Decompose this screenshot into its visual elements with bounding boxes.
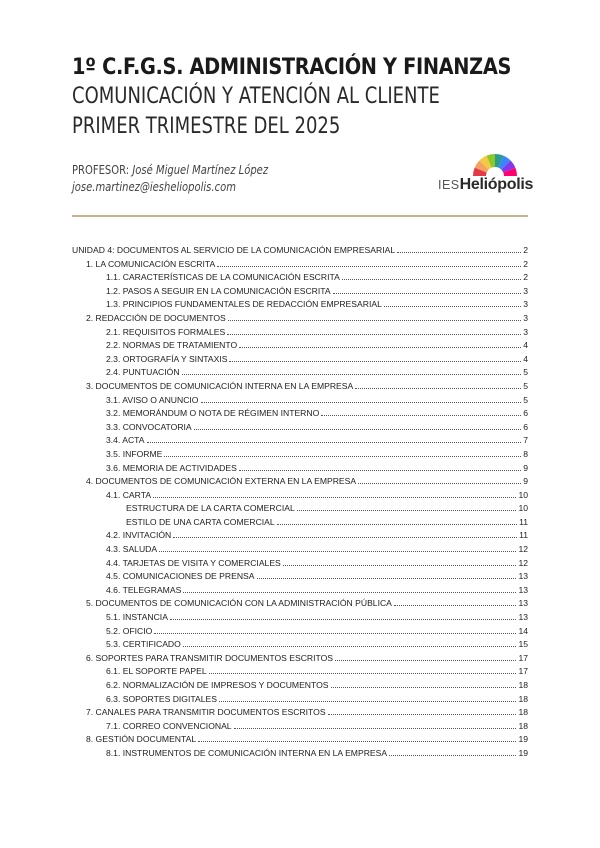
professor-email[interactable]: jose.martinez@iesheliopolis.com [72, 179, 236, 194]
toc-entry-title: ESTRUCTURA DE LA CARTA COMERCIAL [126, 503, 295, 514]
toc-leader-dots [297, 503, 517, 511]
toc-leader-dots [331, 680, 517, 688]
toc-entry[interactable] [72, 557, 528, 571]
toc-entry[interactable] [72, 462, 528, 476]
toc-entry[interactable] [72, 625, 528, 639]
toc-leader-dots [335, 653, 516, 661]
toc-leader-dots [397, 245, 521, 253]
toc-entry-title: 1.2. PASOS A SEGUIR EN LA COMUNICACIÓN ESCRITA [106, 285, 331, 296]
toc-leader-dots [333, 286, 522, 294]
toc-entry-page: 6 [523, 408, 528, 419]
toc-leader-dots [234, 721, 517, 729]
toc-entry-title: 6.3. SOPORTES DIGITALES [106, 693, 217, 704]
toc-entry[interactable] [72, 584, 528, 598]
toc-entry[interactable] [72, 733, 528, 747]
toc-entry-title: 3. DOCUMENTOS DE COMUNICACIÓN INTERNA EN LA EMPRESA [86, 380, 354, 391]
toc-entry-page: 13 [518, 598, 528, 609]
toc-entry-page: 12 [518, 557, 528, 568]
toc-entry-title: 3.5. INFORME [106, 448, 163, 459]
toc-entry-title: 4.2. INVITACIÓN [106, 530, 172, 541]
toc-entry-page: 18 [518, 680, 528, 690]
toc-entry-title: 5. DOCUMENTOS DE COMUNICACIÓN CON LA ADMINISTRACIÓN PÚBLICA [86, 598, 392, 609]
toc-leader-dots [257, 571, 517, 579]
toc-leader-dots [173, 530, 517, 538]
toc-leader-dots [394, 598, 517, 606]
toc-entry-title: ESTILO DE UNA CARTA COMERCIAL [126, 516, 275, 527]
toc-entry-page: 9 [523, 462, 528, 473]
toc-leader-dots [328, 707, 517, 715]
toc-entry-page: 12 [518, 544, 528, 555]
toc-entry[interactable] [72, 679, 528, 693]
toc-entry-page: 8 [523, 448, 528, 459]
toc-entry-title: 8.1. INSTRUMENTOS DE COMUNICACIÓN INTERNA EN LA EMPRESA [106, 747, 388, 758]
toc-entry-title: 2. REDACCIÓN DE DOCUMENTOS [86, 312, 226, 323]
module-title: COMUNICACIÓN Y ATENCIÓN AL CLIENTE [72, 83, 440, 109]
toc-entry-page: 3 [523, 312, 528, 323]
toc-entry[interactable] [72, 611, 528, 625]
toc-leader-dots [228, 313, 521, 321]
term-title: PRIMER TRIMESTRE DEL 2025 [72, 113, 341, 139]
toc-entry-page: 4 [523, 353, 528, 364]
toc-entry-title: 4. DOCUMENTOS DE COMUNICACIÓN EXTERNA EN LA EMPRESA [86, 476, 357, 487]
logo-prefix: IES [438, 178, 460, 192]
toc-leader-dots [183, 585, 516, 593]
toc-entry-title: 1. LA COMUNICACIÓN ESCRITA [86, 258, 216, 269]
toc-leader-dots [183, 639, 517, 647]
toc-entry-title: 3.1. AVISO O ANUNCIO [106, 394, 199, 405]
toc-leader-dots [153, 490, 516, 498]
document-header [72, 54, 532, 140]
toc-entry-page: 3 [523, 326, 528, 337]
toc-entry-title: 2.4. PUNTUACIÓN [106, 367, 180, 378]
toc-entry-page: 10 [518, 503, 528, 514]
toc-entry[interactable] [72, 285, 528, 299]
toc-leader-dots [164, 449, 521, 457]
professor-label: PROFESOR: [72, 162, 133, 177]
toc-entry[interactable] [72, 298, 528, 312]
toc-entry[interactable] [72, 434, 528, 448]
toc-leader-dots [229, 354, 521, 362]
toc-leader-dots [239, 340, 521, 348]
toc-entry-title: UNIDAD 4: DOCUMENTOS AL SERVICIO DE LA COMUNICACIÓN EMPRESARIAL [72, 245, 396, 255]
toc-entry-title: 7.1. CORREO CONVENCIONAL [106, 720, 232, 731]
toc-entry-page: 5 [523, 380, 528, 391]
toc-entry-title: 4.6. TELEGRAMAS [106, 584, 182, 595]
toc-entry[interactable] [72, 258, 528, 272]
toc-leader-dots [389, 748, 516, 756]
toc-entry[interactable] [72, 489, 528, 503]
toc-entry[interactable] [72, 394, 528, 408]
toc-entry-page: 10 [518, 489, 528, 500]
toc-entry[interactable] [72, 353, 528, 367]
toc-entry[interactable] [72, 543, 528, 557]
toc-leader-dots [283, 558, 517, 566]
toc-leader-dots [170, 612, 517, 620]
toc-entry[interactable] [72, 380, 528, 394]
toc-leader-dots [277, 517, 517, 525]
toc-entry-title: 3.2. MEMORÁNDUM O NOTA DE RÉGIMEN INTERNO [106, 408, 320, 419]
toc-leader-dots [321, 408, 521, 416]
toc-entry-page: 14 [518, 625, 528, 636]
toc-entry[interactable] [72, 638, 528, 652]
professor-line [72, 162, 268, 178]
toc-entry-title: 6. SOPORTES PARA TRANSMITIR DOCUMENTOS ESCRITOS [86, 652, 334, 663]
toc-entry[interactable] [72, 271, 528, 285]
toc-leader-dots [159, 544, 516, 552]
course-title: 1º C.F.G.S. ADMINISTRACIÓN Y FINANZAS [72, 54, 512, 80]
toc-entry[interactable] [72, 516, 528, 530]
toc-entry[interactable] [72, 448, 528, 462]
toc-entry-page: 17 [518, 666, 528, 677]
toc-entry[interactable] [72, 421, 528, 435]
toc-entry-title: 4.5. COMUNICACIONES DE PRENSA [106, 571, 255, 582]
toc-leader-dots [227, 327, 521, 335]
toc-leader-dots [219, 694, 516, 702]
toc-entry-page: 11 [519, 530, 528, 541]
toc-entry-page: 17 [518, 652, 528, 663]
toc-leader-dots [194, 422, 522, 430]
toc-entry[interactable] [72, 475, 528, 489]
toc-leader-dots [154, 626, 516, 634]
professor-name: José Miguel Martínez López [132, 162, 269, 177]
toc-entry-page: 19 [518, 734, 528, 745]
toc-entry-title: 6.2. NORMALIZACIÓN DE IMPRESOS Y DOCUMENTOS [106, 680, 329, 690]
toc-entry-page: 11 [519, 516, 528, 527]
toc-entry-page: 7 [523, 435, 528, 446]
toc-entry-title: 1.1. CARACTERÍSTICAS DE LA COMUNICACIÓN ESCRITA [106, 272, 340, 283]
toc-entry[interactable] [72, 747, 528, 761]
school-logo [438, 152, 534, 198]
toc-entry-page: 15 [518, 639, 528, 650]
toc-entry-title: 2.1. REQUISITOS FORMALES [106, 326, 226, 337]
toc-entry-page: 5 [523, 367, 528, 378]
toc-entry-title: 7. CANALES PARA TRANSMITIR DOCUMENTOS ESCRITOS [86, 707, 326, 718]
toc-entry-page: 5 [523, 394, 528, 405]
toc-entry-page: 19 [518, 747, 528, 758]
toc-leader-dots [209, 666, 517, 674]
toc-entry[interactable] [72, 502, 528, 516]
toc-entry[interactable] [72, 693, 528, 707]
toc-entry-page: 2 [523, 272, 528, 283]
toc-entry[interactable] [72, 720, 528, 734]
toc-entry-title: 2.2. NORMAS DE TRATAMIENTO [106, 340, 238, 351]
toc-entry-title: 3.3. CONVOCATORIA [106, 421, 192, 432]
toc-entry-page: 4 [523, 340, 528, 351]
toc-entry-title: 3.4. ACTA [106, 435, 145, 446]
toc-entry-title: 4.3. SALUDA [106, 544, 158, 555]
toc-leader-dots [384, 299, 521, 307]
toc-entry-title: 4.4. TARJETAS DE VISITA Y COMERCIALES [106, 557, 281, 568]
toc-entry[interactable] [72, 312, 528, 326]
toc-entry[interactable] [72, 652, 528, 666]
toc-leader-dots [342, 272, 521, 280]
toc-entry-title: 4.1. CARTA [106, 489, 152, 500]
table-of-contents [72, 244, 528, 761]
toc-entry-page: 13 [518, 612, 528, 623]
toc-entry-page: 3 [523, 299, 528, 310]
toc-entry-title: 3.6. MEMORIA DE ACTIVIDADES [106, 462, 237, 473]
toc-entry[interactable] [72, 706, 528, 720]
toc-entry-page: 2 [523, 245, 528, 255]
toc-entry-page: 3 [523, 285, 528, 296]
header-divider [72, 215, 528, 217]
toc-entry-page: 18 [518, 707, 528, 718]
toc-entry[interactable] [72, 326, 528, 340]
toc-entry-title: 5.1. INSTANCIA [106, 612, 168, 623]
toc-entry[interactable] [72, 529, 528, 543]
toc-entry[interactable] [72, 366, 528, 380]
toc-entry[interactable] [72, 570, 528, 584]
toc-entry-page: 2 [523, 258, 528, 269]
toc-entry-page: 18 [518, 720, 528, 731]
rainbow-arc-icon [472, 152, 518, 176]
toc-entry[interactable] [72, 407, 528, 421]
toc-entry-title: 8. GESTIÓN DOCUMENTAL [86, 734, 197, 745]
toc-leader-dots [358, 476, 521, 484]
toc-entry-page: 13 [518, 584, 528, 595]
toc-leader-dots [198, 734, 516, 742]
toc-leader-dots [182, 367, 522, 375]
logo-name: Heliópolis [459, 176, 534, 193]
toc-leader-dots [147, 435, 522, 443]
toc-leader-dots [239, 463, 521, 471]
toc-entry[interactable] [72, 665, 528, 679]
toc-entry[interactable] [72, 597, 528, 611]
toc-entry-page: 13 [518, 571, 528, 582]
toc-leader-dots [217, 259, 521, 267]
toc-entry-title: 2.3. ORTOGRAFÍA Y SINTAXIS [106, 353, 228, 364]
toc-entry-page: 18 [518, 693, 528, 704]
toc-entry[interactable] [72, 339, 528, 353]
toc-entry-title: 5.3. CERTIFICADO [106, 639, 181, 650]
toc-entry-page: 9 [523, 476, 528, 487]
toc-leader-dots [201, 395, 522, 403]
toc-entry-page: 6 [523, 421, 528, 432]
toc-entry-title: 6.1. EL SOPORTE PAPEL [106, 666, 207, 677]
toc-leader-dots [355, 381, 521, 389]
toc-entry-title: 5.2. OFICIO [106, 625, 153, 636]
toc-entry[interactable] [72, 244, 528, 258]
toc-entry-title: 1.3. PRINCIPIOS FUNDAMENTALES DE REDACCIÓN EMPRESARIAL [106, 299, 382, 310]
